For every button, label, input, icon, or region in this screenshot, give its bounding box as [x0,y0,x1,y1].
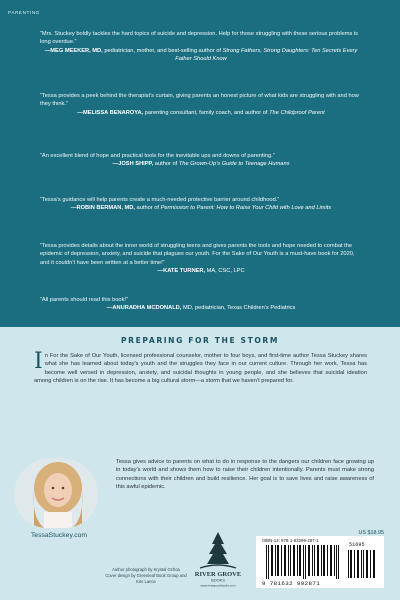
quote-1 [40,30,362,63]
quote-text: “Tessa provides details about the inner world of struggling teens and gives parents the tools and hope needed to combat the epidemic of depression, anxiety, and suicide that plagues our youth. For the Sake of Our Youth is a must-have book for 2020, and it couldn’t have been written at a better time!” [40,243,355,266]
quote-text: “Mrs. Stuckey boldly tackles the hard topics of suicide and depression. Help for those struggling with these serious problems is long overdue.” [40,31,359,46]
quote-text: “Tessa provides a peek behind the therapist’s curtain, giving parents an honest picture of what kids are struggling with and how they think.” [40,93,359,108]
quote-5 [40,242,362,275]
paragraph-text: n For the Sake of Our Youth, licensed professional counselor, mother to four boys, and first-time author Tessa Stuckey shares what she has learned about today’s youth and the struggles they face in our current culture. Through her work, Tessa has become well versed in depression, anxiety, and suicidal thoughts in young people, and she believes that suicidal ideation among children is on the rise. It has become a big cultural storm—a storm that we haven’t prepared for. [34,353,367,385]
quote-4 [40,196,362,213]
barcode-addon: 51695 [349,542,365,548]
quote-attribution: —JOSH SHIPP, author of The Grown-Up’s Guide to Teenage Humans [112,161,290,168]
quote-attribution: —MELISSA BENAROYA, parenting consultant, family coach, and author of The Childproof Parent [77,109,325,116]
quote-attribution: —KATE TURNER, MA, CSC, LPC [157,267,245,274]
section-heading: PREPARING FOR THE STORM [120,336,280,345]
isbn-label: ISBN-13: 978-1-63299-287-1 [262,538,319,543]
publisher-url: www.rivergrovebooks.com [200,583,236,588]
credits [104,567,188,585]
quote-text: “All parents should read this book!” [40,297,128,303]
quote-attribution: —ANURADHA MCDONALD, MD, pediatrician, Texas Children’s Pediatrics [106,305,296,312]
quote-6 [40,296,362,313]
publisher-sub: BOOKS [211,578,225,583]
quote-attribution: —MEG MEEKER, MD, pediatrician, mother, and best-selling author of Strong Fathers, Strong Daughters: Ten Secrets Every Father Should Know [44,47,358,62]
description-paragraph-2: Tessa gives advice to parents on what to do in response to the dangers our children face growing up in today’s world and shows them how to raise their children intentionally. Parents must make strong connections with their children and build resilience. Her goal is to save lives and raise awareness of this awful epidemic. [116,459,374,491]
publisher-logo [194,530,242,588]
quote-3 [40,152,362,169]
description-paragraph-1 [34,349,367,386]
price-label: US $18.95 [358,530,384,536]
quote-text: “An excellent blend of hope and practical tools for the inevitable ups and downs of parenting.” [40,153,275,159]
publisher-name: RIVER GROVE [194,571,242,578]
design-credit: Cover design by Greenleaf Book Group and Kim Lance [105,573,187,584]
category-label: PARENTING [8,10,40,15]
quote-text: “Tessa’s guidance will help parents create a much-needed protective barrier around childhood.” [40,197,280,203]
barcode-digits: 9 781632 992871 [262,580,321,587]
quote-2 [40,92,362,117]
author-website-link[interactable]: TessaStuckey.com [30,532,88,539]
author-photo [14,458,98,528]
photo-credit: Author photograph by Krystal Ochoa [112,567,180,572]
quote-attribution: —ROBIN BERMAN, MD, author of Permission to Parent: How to Raise Your Child with Love and Limits [70,205,332,212]
drop-cap: I [34,349,43,374]
